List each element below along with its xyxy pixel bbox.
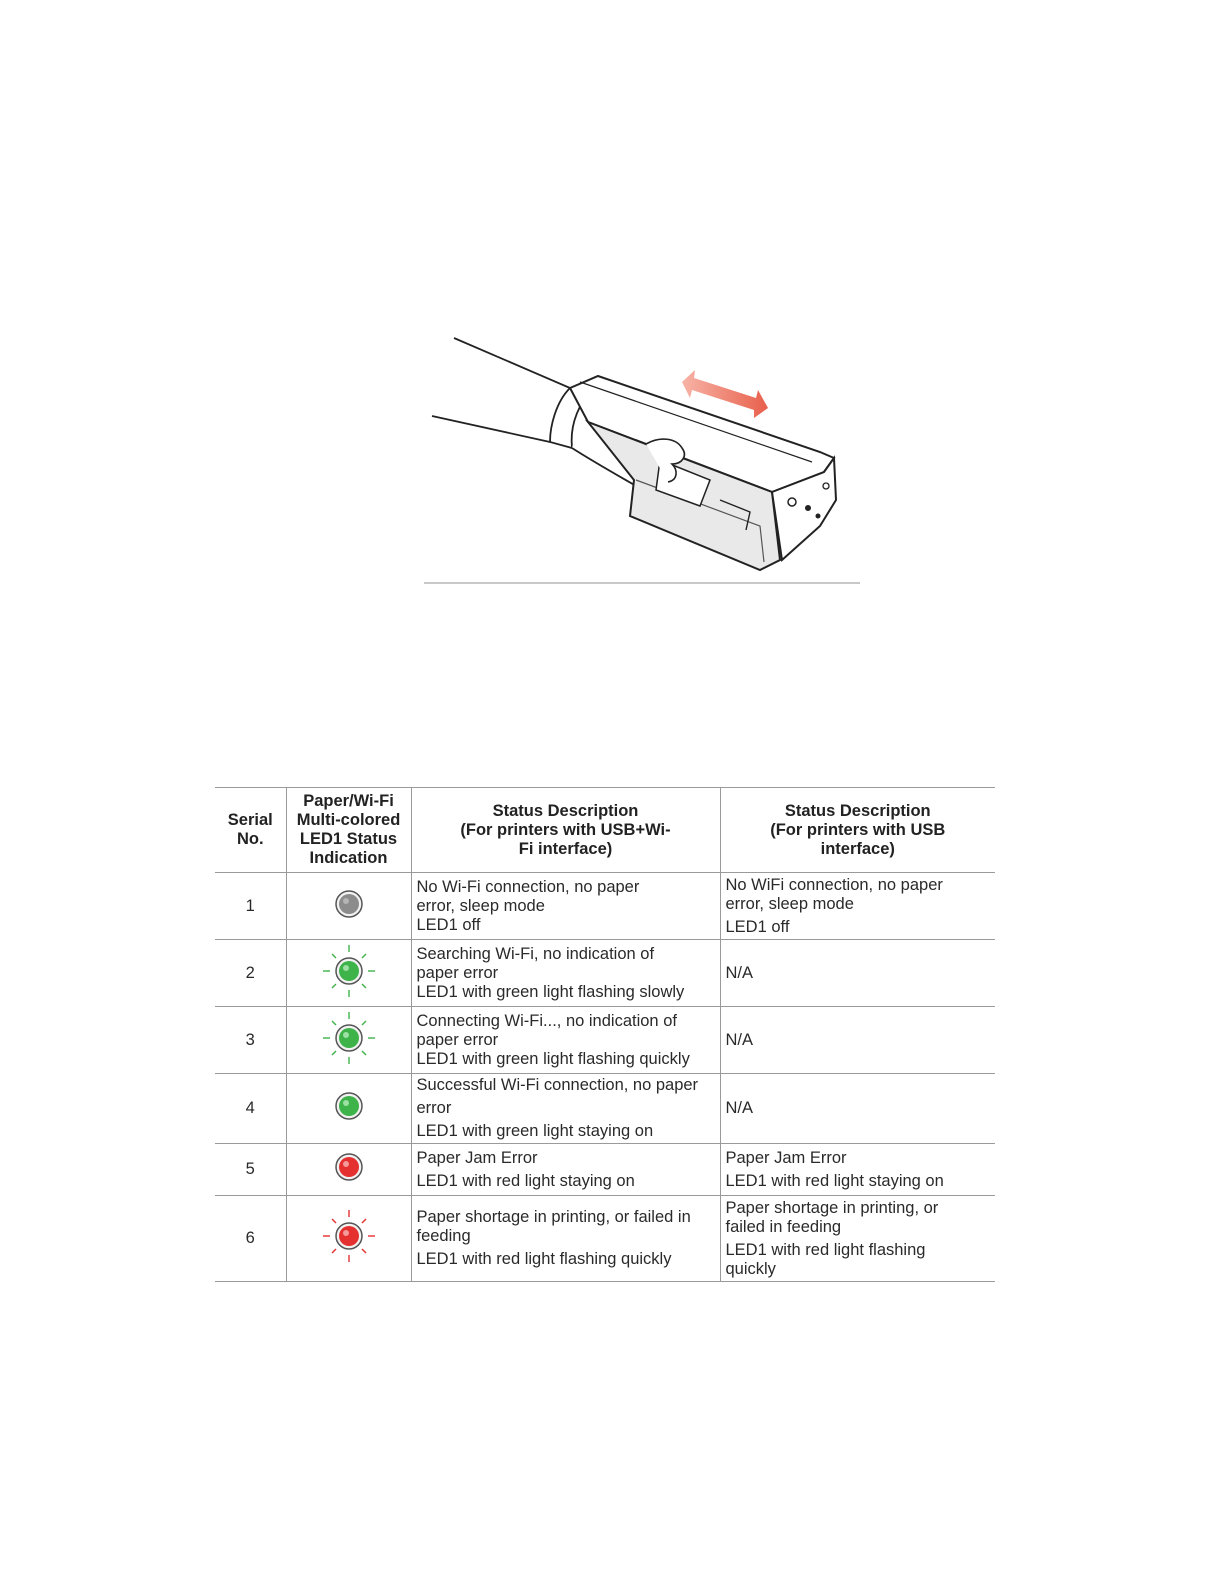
led-red-flashing-icon — [321, 1208, 377, 1264]
table-row — [215, 1007, 995, 1074]
status-usb-wifi-cell: Paper shortage in printing, or failed in feeding LED1 with red light flashing quickly — [411, 1196, 720, 1282]
status-usb-cell: N/A — [720, 940, 995, 1007]
status-usb-wifi-cell: Searching Wi-Fi, no indication of paper error LED1 with green light flashing slowly — [411, 940, 720, 1007]
status-usb-wifi-cell: Paper Jam Error LED1 with red light staying on — [411, 1144, 720, 1196]
serial-cell: 2 — [215, 940, 286, 1007]
led-cell — [286, 873, 411, 940]
status-usb-cell: No WiFi connection, no paper error, sleep mode LED1 off — [720, 873, 995, 940]
serial-cell: 5 — [215, 1144, 286, 1196]
led-green-flashing-icon — [321, 1010, 377, 1066]
header-status-usb-wifi: Status Description (For printers with USB+Wi- Fi interface) — [411, 788, 720, 873]
led-off-icon — [329, 884, 369, 924]
table-row — [215, 1196, 995, 1282]
status-usb-cell: Paper shortage in printing, or failed in feeding LED1 with red light flashing quickly — [720, 1196, 995, 1282]
led-green-flashing-icon — [321, 943, 377, 999]
led-cell — [286, 1074, 411, 1144]
led-cell — [286, 1144, 411, 1196]
serial-cell: 1 — [215, 873, 286, 940]
hand-shaking-cartridge-icon — [420, 330, 865, 590]
table-row — [215, 940, 995, 1007]
led-cell — [286, 940, 411, 1007]
serial-cell: 3 — [215, 1007, 286, 1074]
led-green-icon — [329, 1086, 369, 1126]
table-row — [215, 1144, 995, 1196]
status-usb-wifi-cell: Successful Wi-Fi connection, no paper error LED1 with green light staying on — [411, 1074, 720, 1144]
status-usb-cell: N/A — [720, 1007, 995, 1074]
led-red-icon — [329, 1147, 369, 1187]
table-row — [215, 873, 995, 940]
table-row — [215, 1074, 995, 1144]
led-cell — [286, 1196, 411, 1282]
toner-shake-illustration — [420, 330, 865, 590]
serial-cell: 4 — [215, 1074, 286, 1144]
status-usb-wifi-cell: No Wi-Fi connection, no paper error, sleep mode LED1 off — [411, 873, 720, 940]
status-usb-wifi-cell: Connecting Wi-Fi..., no indication of paper error LED1 with green light flashing quickly — [411, 1007, 720, 1074]
led-cell — [286, 1007, 411, 1074]
table-header-row — [215, 788, 995, 873]
led-status-table — [215, 787, 995, 1282]
header-status-usb: Status Description (For printers with USB interface) — [720, 788, 995, 873]
status-usb-cell: N/A — [720, 1074, 995, 1144]
status-usb-cell: Paper Jam Error LED1 with red light staying on — [720, 1144, 995, 1196]
header-serial-no: Serial No. — [215, 788, 286, 873]
header-led-status: Paper/Wi-Fi Multi-colored LED1 Status Indication — [286, 788, 411, 873]
serial-cell: 6 — [215, 1196, 286, 1282]
